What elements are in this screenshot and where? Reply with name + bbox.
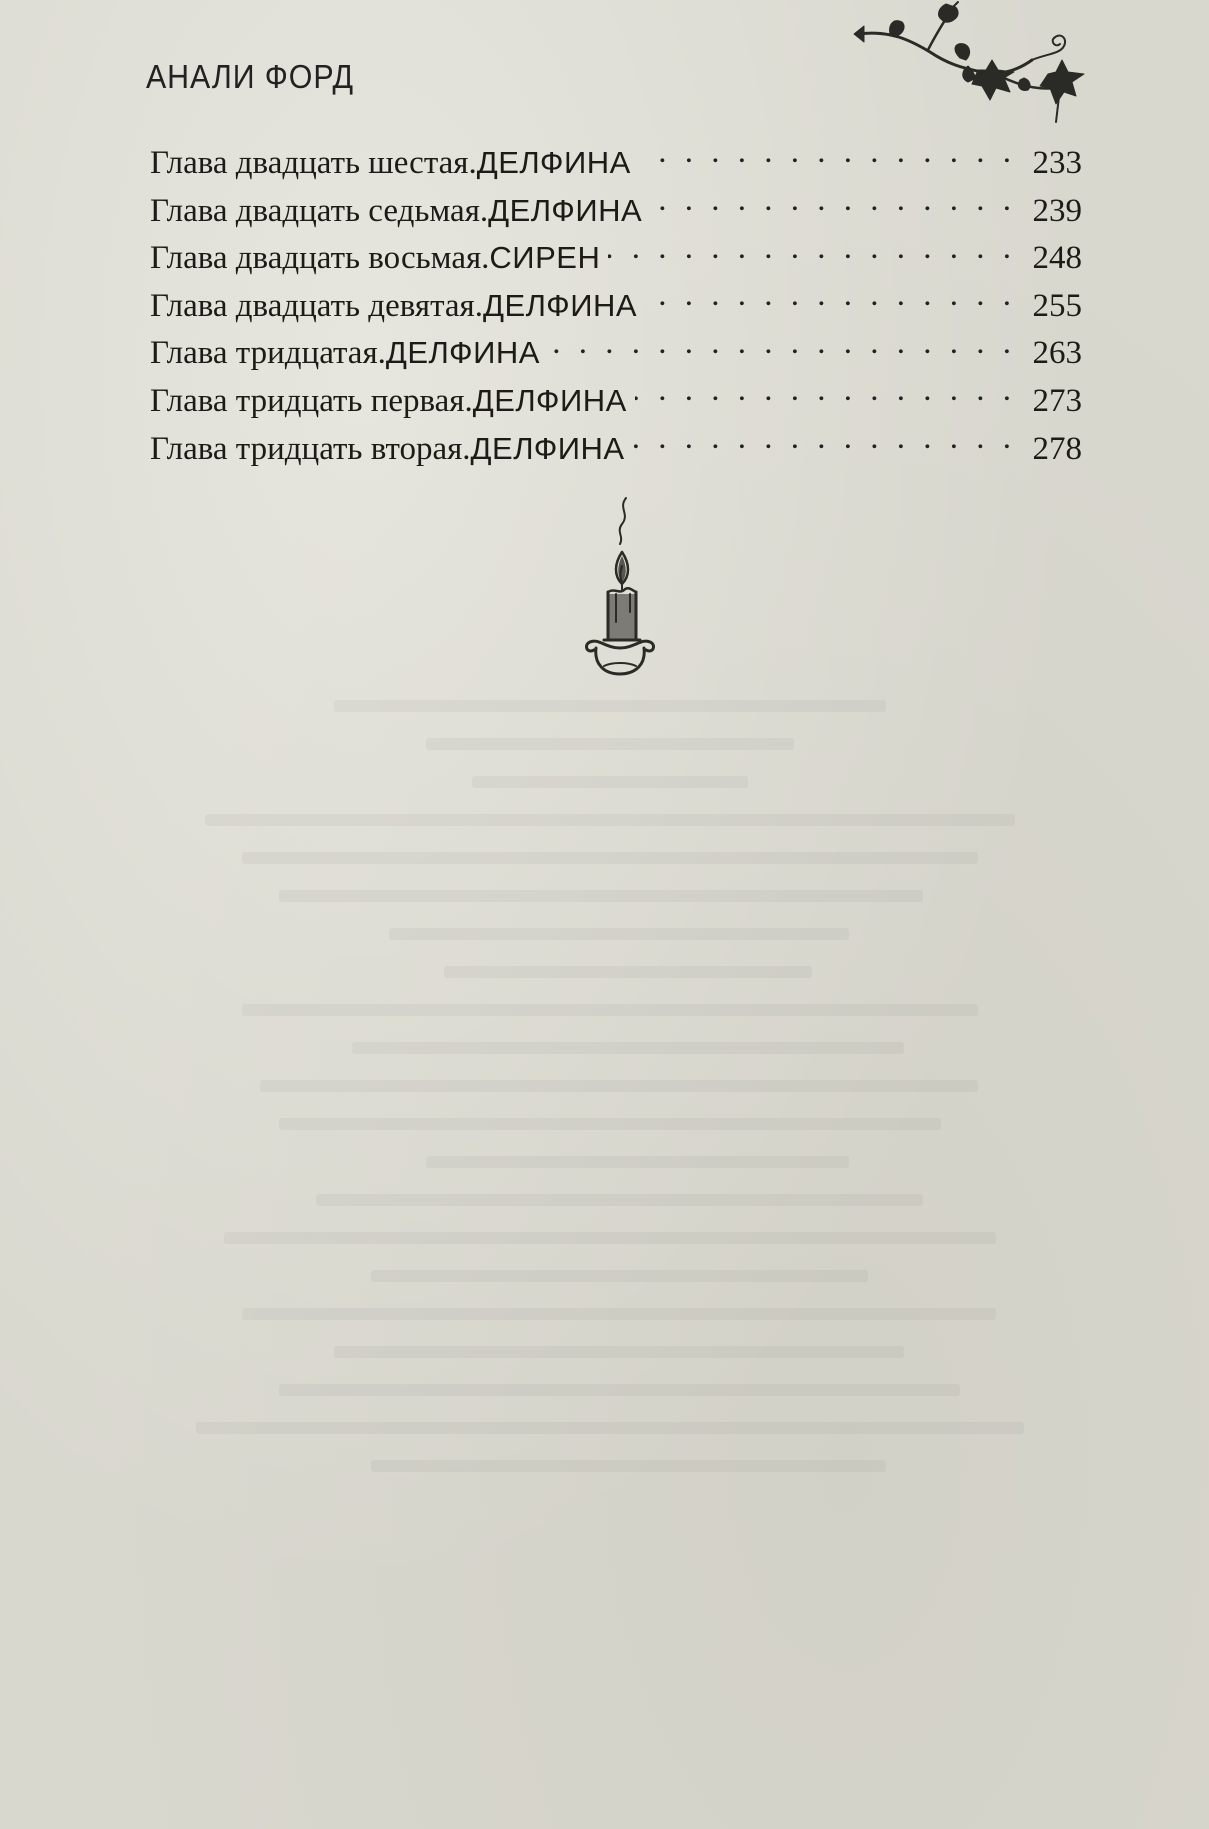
toc-dot-leader bbox=[650, 188, 1016, 221]
toc-entry bbox=[150, 330, 1082, 378]
toc-entry bbox=[150, 426, 1082, 474]
toc-entry-narrator: ДЕЛФИНА bbox=[472, 382, 627, 418]
toc-entry bbox=[150, 140, 1082, 188]
toc-entry-title: Глава двадцать девятая. bbox=[150, 287, 483, 324]
toc-entry-page: 239 bbox=[1032, 192, 1082, 229]
table-of-contents bbox=[150, 140, 1082, 473]
toc-entry-narrator: ДЕЛФИНА bbox=[476, 145, 631, 180]
toc-dot-leader bbox=[608, 235, 1016, 268]
toc-dot-leader bbox=[635, 378, 1016, 411]
toc-entry-page: 255 bbox=[1032, 287, 1082, 324]
toc-entry bbox=[150, 283, 1082, 331]
toc-entry bbox=[150, 235, 1082, 283]
toc-entry-narrator: СИРЕН bbox=[489, 240, 601, 276]
bleed-through-text bbox=[150, 700, 1070, 1800]
toc-entry-title: Глава двадцать восьмая. bbox=[150, 240, 490, 277]
toc-dot-leader bbox=[639, 140, 1016, 173]
toc-entry-narrator: ДЕЛФИНА bbox=[488, 192, 643, 228]
toc-entry-page: 278 bbox=[1032, 430, 1082, 467]
running-header-author: АНАЛИ ФОРД bbox=[146, 58, 354, 95]
ivy-vine-icon bbox=[850, 0, 1100, 130]
toc-entry-page: 263 bbox=[1032, 335, 1082, 372]
toc-entry-title: Глава тридцать первая. bbox=[150, 382, 473, 419]
toc-entry-title: Глава двадцать шестая. bbox=[150, 145, 477, 181]
toc-entry-page: 248 bbox=[1032, 240, 1082, 277]
toc-entry-title: Глава тридцатая. bbox=[150, 335, 386, 372]
toc-entry bbox=[150, 188, 1082, 236]
toc-entry-page: 273 bbox=[1032, 382, 1082, 419]
toc-entry-narrator: ДЕЛФИНА bbox=[385, 335, 540, 371]
toc-dot-leader bbox=[633, 426, 1016, 459]
toc-entry-narrator: ДЕЛФИНА bbox=[470, 430, 625, 466]
toc-entry bbox=[150, 378, 1082, 426]
toc-dot-leader bbox=[548, 330, 1016, 363]
toc-dot-leader bbox=[645, 283, 1016, 316]
candle-icon bbox=[580, 494, 660, 680]
toc-entry-title: Глава двадцать седьмая. bbox=[150, 192, 489, 229]
toc-entry-narrator: ДЕЛФИНА bbox=[482, 287, 638, 323]
toc-entry-page: 233 bbox=[1032, 145, 1082, 181]
toc-entry-title: Глава тридцать вторая. bbox=[150, 430, 471, 467]
